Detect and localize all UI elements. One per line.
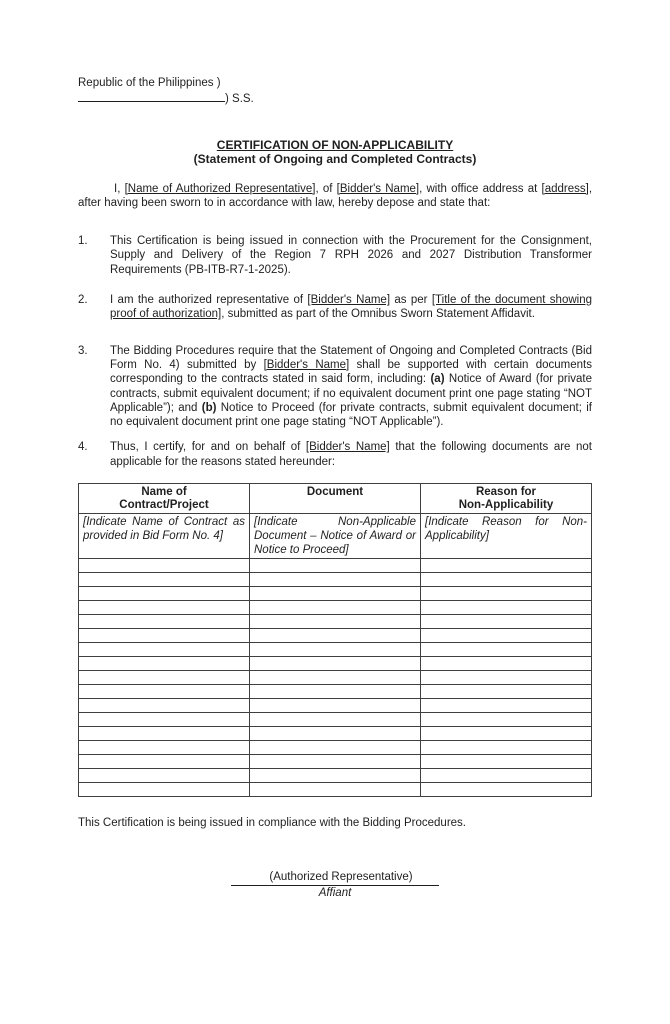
placeholder-bidder-name: [Bidder's Name]	[263, 358, 350, 371]
table-empty-cell	[250, 699, 421, 713]
label-b: (b)	[201, 401, 217, 414]
table-empty-cell	[79, 713, 250, 727]
item-text: This Certification is being issued in connection with the Procurement for the Consignment, Supply and Delivery of the Region 7 RPH 2026 and 2027 Distribution Transformer Requirements (PB-ITB-R7-1-2025).	[110, 235, 592, 276]
table-empty-cell	[421, 671, 592, 685]
table-empty-cell	[79, 573, 250, 587]
table-empty-cell	[79, 685, 250, 699]
table-empty-cell	[79, 601, 250, 615]
table-empty-cell	[79, 559, 250, 573]
placeholder-address: [address]	[541, 182, 589, 195]
table-empty-cell	[421, 559, 592, 573]
item-text: The Bidding Procedures require that the Statement of Ongoing and Completed Contracts (Bid Form No. 4) submitted by [Bidder's Name] shall be supported with certain documents corresponding to the contracts stated in said form, including: (a) Notice of Award (for private contracts, submit equivalent document; if no equivalent document print one page stating “NOT Applicable”); and (b) Notice to Proceed (for private contracts, submit equivalent document; if no equivalent document print one page stating “NOT Applicable”).	[110, 344, 593, 429]
table-empty-cell	[250, 559, 421, 573]
item-text: Thus, I certify, for and on behalf of [Bidder's Name] that the following documents are not applicable for the reasons stated hereunder:	[110, 441, 593, 468]
table-empty-cell	[250, 741, 421, 755]
closing-statement: This Certification is being issued in compliance with the Bidding Procedures.	[78, 817, 467, 830]
table-empty-cell	[421, 699, 592, 713]
table-empty-cell	[421, 685, 592, 699]
list-item-2	[78, 293, 592, 322]
table-empty-cell	[421, 573, 592, 587]
table-empty-row	[79, 769, 592, 783]
table-empty-cell	[250, 755, 421, 769]
authorized-representative-line: (Authorized Representative)	[231, 870, 438, 886]
table-empty-cell	[421, 741, 592, 755]
table-empty-cell	[250, 783, 421, 797]
table-empty-cell	[250, 671, 421, 685]
documents-table	[78, 483, 592, 797]
col-header-contract-project: Name of Contract/Project	[79, 484, 250, 514]
table-empty-cell	[421, 601, 592, 615]
table-empty-cell	[79, 615, 250, 629]
table-empty-cell	[79, 727, 250, 741]
signature-block	[78, 870, 592, 901]
list-item-4	[78, 440, 592, 469]
affiant-label: Affiant	[318, 886, 352, 899]
placeholder-authorization-document: [Title of the document showing proof of authorization]	[110, 294, 592, 321]
placeholder-authorized-representative: [Name of Authorized Representative]	[124, 182, 316, 195]
item-number: 4.	[78, 441, 88, 454]
table-empty-row	[79, 713, 592, 727]
col-header-document: Document	[250, 484, 421, 514]
table-empty-row	[79, 755, 592, 769]
table-empty-cell	[250, 587, 421, 601]
placeholder-document-cell: [Indicate Non-Applicable Document – Notice of Award or Notice to Proceed]	[250, 513, 421, 559]
table-empty-cell	[421, 727, 592, 741]
table-empty-cell	[421, 783, 592, 797]
table-empty-row	[79, 629, 592, 643]
venue-block	[78, 76, 592, 107]
table-empty-row	[79, 685, 592, 699]
table-placeholder-row	[79, 513, 592, 559]
table-empty-cell	[79, 741, 250, 755]
document-subtitle: (Statement of Ongoing and Completed Contracts)	[193, 152, 477, 167]
table-empty-cell	[421, 587, 592, 601]
item-number: 1.	[78, 235, 88, 248]
table-empty-cell	[79, 769, 250, 783]
document-title: CERTIFICATION OF NON-APPLICABILITY	[216, 137, 454, 152]
table-empty-row	[79, 615, 592, 629]
table-empty-cell	[79, 657, 250, 671]
venue-line-2	[78, 90, 592, 106]
table-empty-cell	[250, 685, 421, 699]
table-empty-cell	[250, 601, 421, 615]
table-empty-row	[79, 783, 592, 797]
placeholder-bidder-name: [Bidder's Name]	[307, 294, 391, 307]
table-empty-row	[79, 699, 592, 713]
table-empty-cell	[421, 615, 592, 629]
empty-rows	[79, 513, 592, 797]
table-empty-cell	[250, 727, 421, 741]
table-empty-cell	[79, 587, 250, 601]
table-empty-cell	[250, 615, 421, 629]
table-empty-cell	[79, 643, 250, 657]
placeholder-bidder-name: [Bidder's Name]	[305, 441, 390, 454]
col-header-reason: Reason for Non-Applicability	[421, 484, 592, 514]
table-empty-cell	[421, 713, 592, 727]
table-empty-cell	[250, 657, 421, 671]
table-empty-cell	[250, 643, 421, 657]
placeholder-contract-cell: [Indicate Name of Contract as provided in Bid Form No. 4]	[79, 513, 250, 559]
intro-paragraph: I, [Name of Authorized Representative], of [Bidder's Name], with office address at [address], after having been sworn to in accordance with law, hereby depose and state that:	[78, 182, 593, 209]
table-empty-cell	[421, 755, 592, 769]
table-empty-row	[79, 657, 592, 671]
table-empty-cell	[79, 783, 250, 797]
table-empty-cell	[421, 643, 592, 657]
table-empty-cell	[250, 713, 421, 727]
table-empty-cell	[79, 755, 250, 769]
list-item-3	[78, 344, 592, 430]
table-empty-cell	[79, 671, 250, 685]
table-empty-cell	[79, 629, 250, 643]
item-text: I am the authorized representative of [Bidder's Name] as per [Title of the document showing proof of authorization], submitted as part of the Omnibus Sworn Statement Affidavit.	[110, 294, 592, 321]
placeholder-bidder-name: [Bidder's Name]	[336, 182, 420, 195]
signature-line	[78, 870, 592, 886]
table-empty-cell	[79, 699, 250, 713]
table-empty-cell	[421, 769, 592, 783]
table-empty-row	[79, 727, 592, 741]
label-a: (a)	[430, 373, 445, 386]
table-empty-row	[79, 643, 592, 657]
list-item-1	[78, 234, 592, 277]
table-header-row	[79, 484, 592, 514]
table-empty-cell	[250, 769, 421, 783]
blank-underline	[78, 90, 225, 102]
item-number: 3.	[78, 344, 88, 357]
table-empty-cell	[250, 629, 421, 643]
table-empty-row	[79, 741, 592, 755]
table-empty-row	[79, 559, 592, 573]
table-empty-cell	[421, 657, 592, 671]
venue-line-1: Republic of the Philippines )	[78, 77, 221, 89]
item-number: 2.	[78, 294, 88, 307]
placeholder-reason-cell: [Indicate Reason for Non-Applicability]	[421, 513, 592, 559]
table-empty-row	[79, 671, 592, 685]
table-empty-cell	[421, 629, 592, 643]
table-empty-row	[79, 573, 592, 587]
table-empty-cell	[250, 573, 421, 587]
table-empty-row	[79, 587, 592, 601]
title-block	[78, 138, 592, 167]
ss-label: ) S.S.	[225, 93, 254, 106]
table-empty-row	[79, 601, 592, 615]
